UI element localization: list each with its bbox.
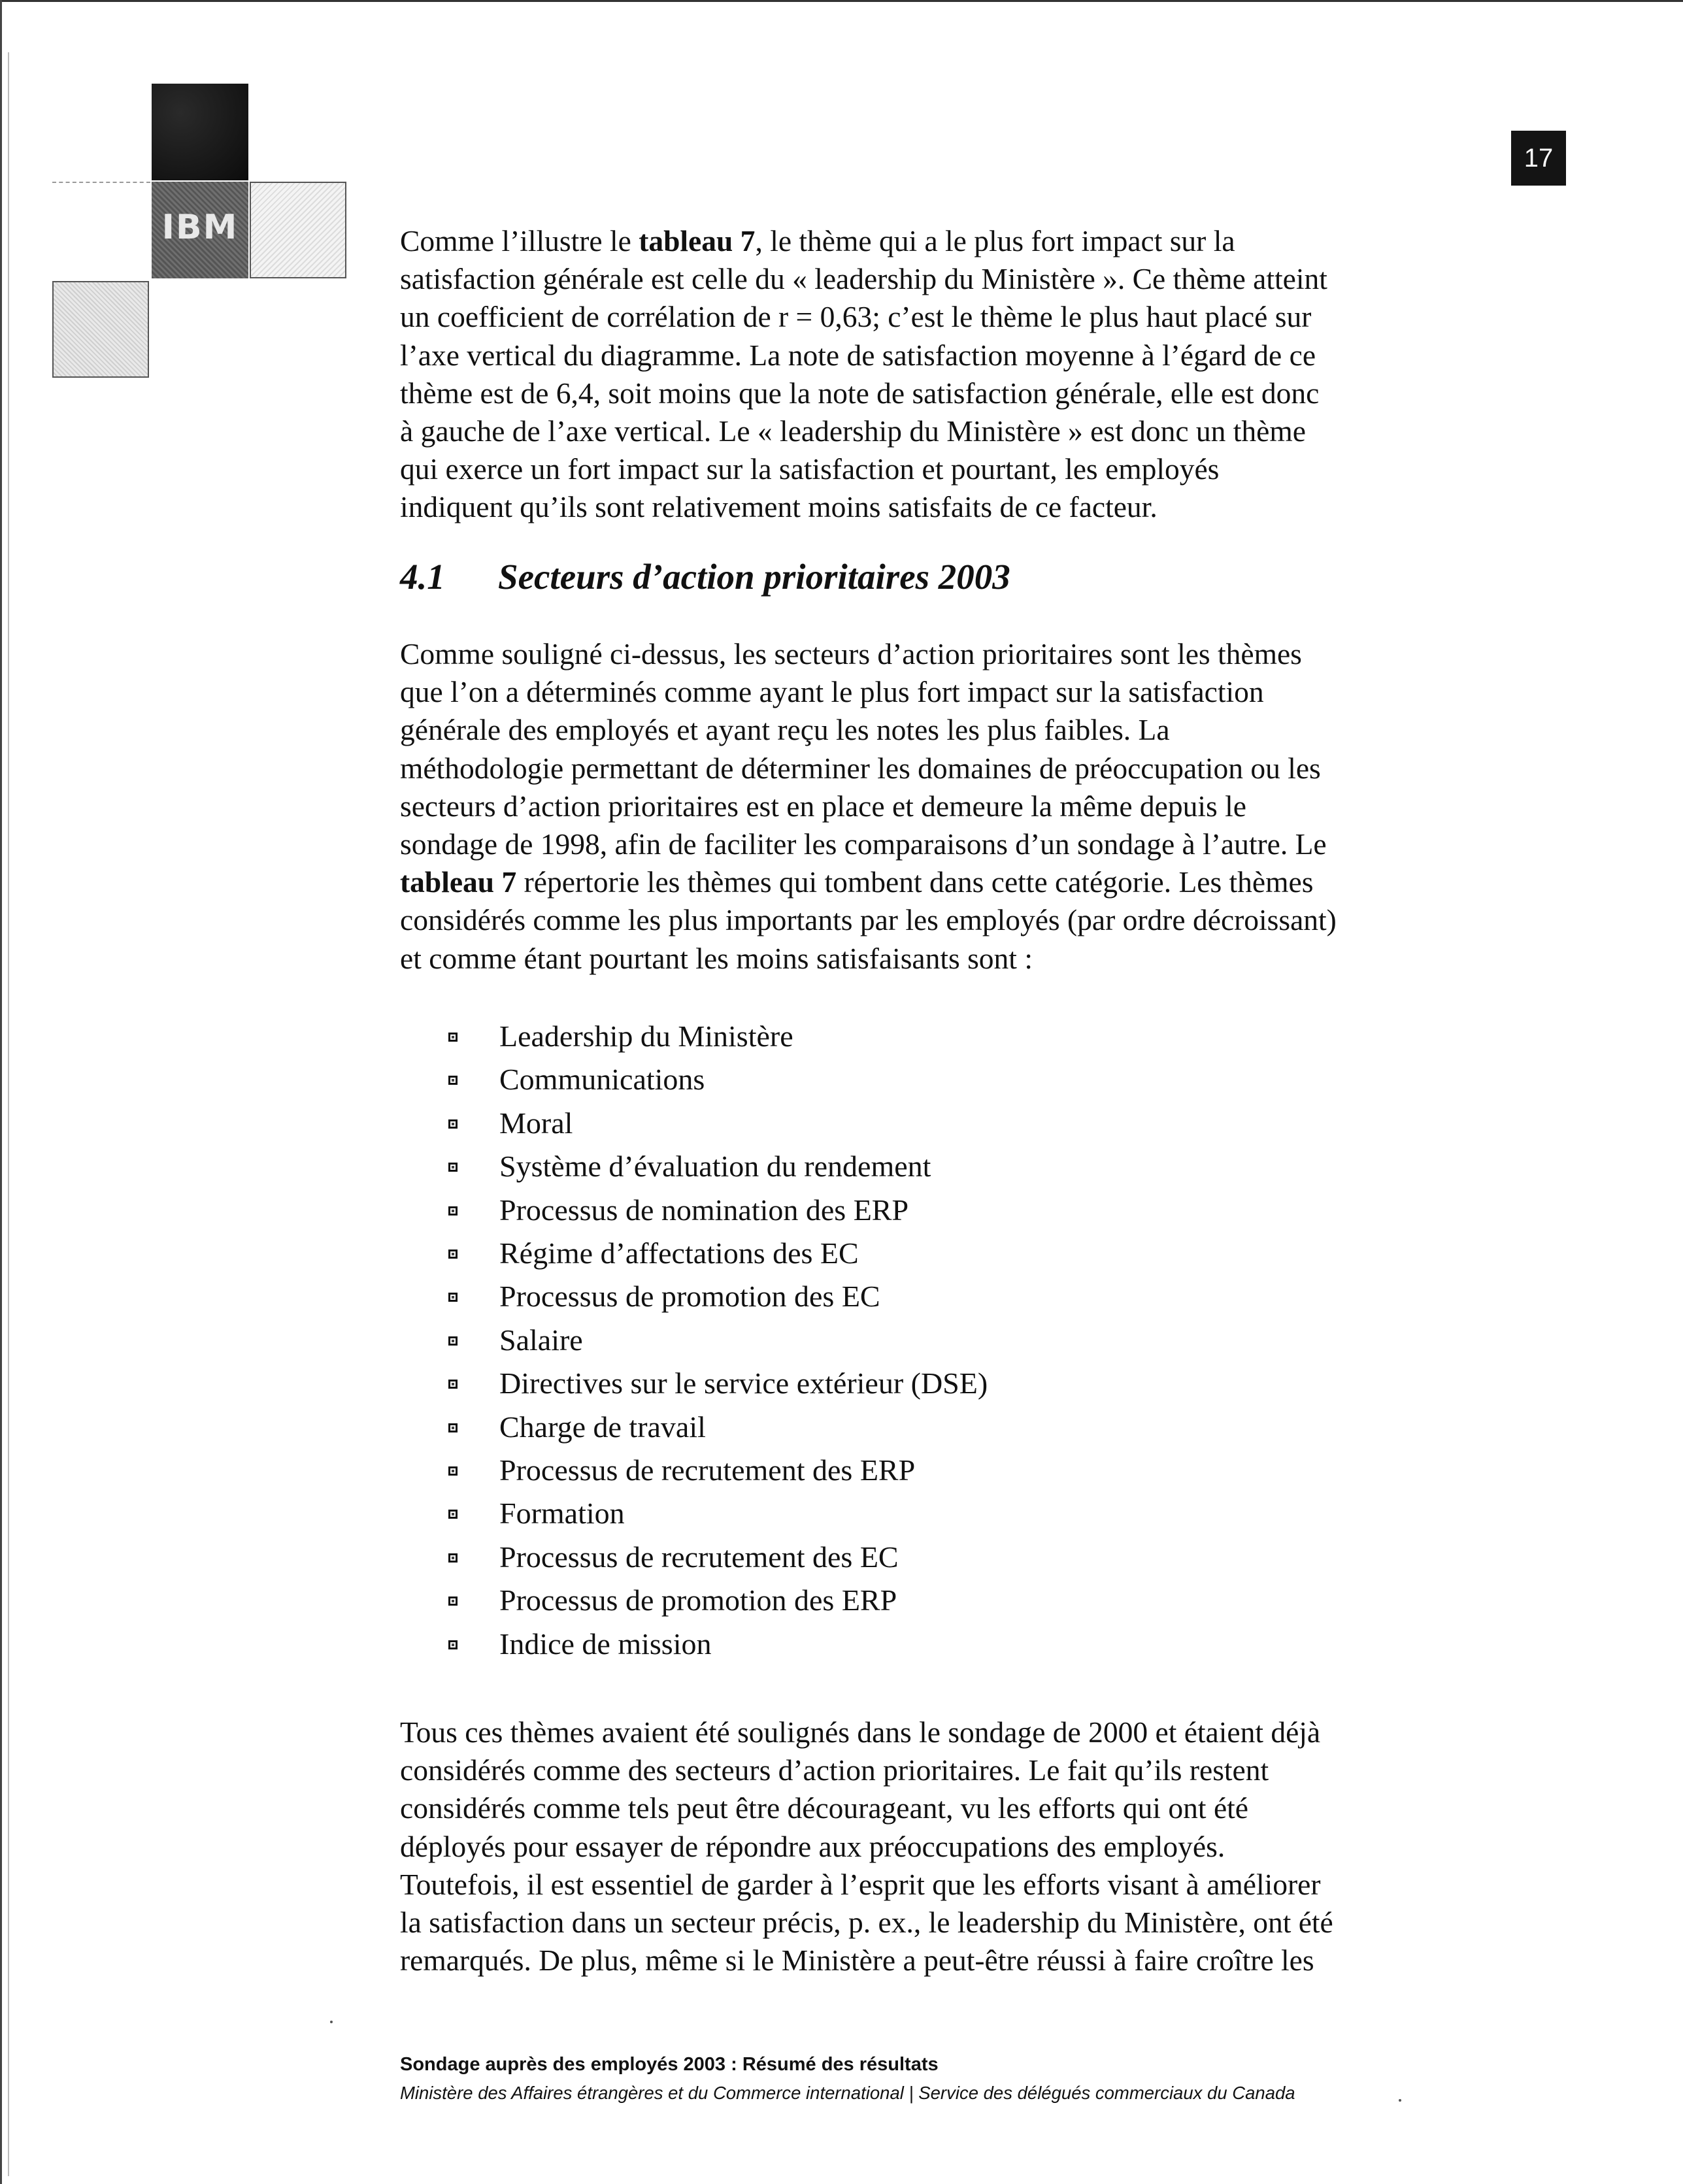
paragraph-tableau-7: [400, 222, 1446, 527]
list-item-label: Processus de recrutement des EC: [499, 1540, 899, 1574]
square-bullet-icon: [448, 1640, 458, 1649]
text-line: [400, 1828, 1446, 1866]
square-bullet-icon: [448, 1380, 458, 1389]
page-number: 17: [1511, 131, 1566, 186]
text-line: [400, 635, 1446, 673]
text-line: [400, 1942, 1446, 1979]
list-item-label: Leadership du Ministère: [499, 1019, 793, 1053]
square-bullet-icon: [448, 1423, 458, 1432]
text-line: [400, 1713, 1446, 1751]
list-item-label: Processus de recrutement des ERP: [499, 1453, 916, 1487]
text-line: [400, 374, 1446, 412]
square-bullet-icon: [448, 1206, 458, 1216]
text-segment: thème est de 6,4, soit moins que la note de satisfaction générale, elle est donc: [400, 376, 1320, 410]
list-item-label: Salaire: [499, 1323, 583, 1357]
text-segment: méthodologie permettant de déterminer les domaines de préoccupation ou les: [400, 751, 1321, 785]
text-segment: Comme souligné ci-dessus, les secteurs d’action prioritaires sont les thèmes: [400, 637, 1302, 670]
text-line: [400, 488, 1446, 526]
text-line: [400, 825, 1446, 863]
text-segment: sondage de 1998, afin de faciliter les comparaisons d’un sondage à l’autre. Le: [400, 827, 1327, 861]
text-line: [400, 412, 1446, 450]
text-segment: considérés comme tels peut être décourageant, vu les efforts qui ont été: [400, 1791, 1248, 1825]
list-item-label: Régime d’affectations des EC: [499, 1236, 859, 1270]
text-segment: considérés comme les plus importants par les employés (par ordre décroissant): [400, 903, 1337, 937]
text-segment: Comme l’illustre le: [400, 224, 639, 257]
text-line: [400, 863, 1446, 901]
list-item-label: Indice de mission: [499, 1627, 712, 1661]
list-item-label: Charge de travail: [499, 1410, 706, 1444]
scan-edge-left: [0, 0, 2, 2184]
square-bullet-icon: [448, 1293, 458, 1302]
text-line: [400, 787, 1446, 825]
list-item-label: Communications: [499, 1063, 705, 1097]
footer-title: Sondage auprès des employés 2003 : Résumé des résultats: [400, 2054, 939, 2075]
paragraph-conclusion: [400, 1713, 1446, 1979]
list-item-label: Processus de promotion des ERP: [499, 1583, 897, 1617]
list-item-label: Processus de promotion des EC: [499, 1280, 880, 1314]
text-segment: indiquent qu’ils sont relativement moins satisfaits de ce facteur.: [400, 490, 1158, 524]
square-bullet-icon: [448, 1163, 458, 1172]
text-line: [400, 298, 1446, 336]
scan-edge-top: [0, 0, 1683, 2]
text-line: [400, 1866, 1446, 1904]
text-segment: , le thème qui a le plus fort impact sur la: [755, 224, 1235, 257]
square-bullet-icon: [448, 1510, 458, 1519]
text-line: [400, 222, 1446, 260]
text-line: [400, 260, 1446, 298]
logo-square-light: [250, 182, 346, 278]
text-line: [400, 940, 1446, 978]
text-segment: Tous ces thèmes avaient été soulignés dans le sondage de 2000 et étaient déjà: [400, 1715, 1321, 1749]
text-line: [400, 1751, 1446, 1789]
bold-reference: tableau 7: [400, 865, 517, 899]
square-bullet-icon: [448, 1553, 458, 1563]
section-heading: [400, 554, 1010, 600]
text-segment: secteurs d’action prioritaires est en place et demeure la même depuis le: [400, 789, 1246, 823]
paragraph-methodology: [400, 635, 1446, 978]
square-bullet-icon: [448, 1336, 458, 1346]
text-segment: et comme étant pourtant les moins satisfaisants sont :: [400, 941, 1033, 975]
square-bullet-icon: [448, 1119, 458, 1129]
text-segment: l’axe vertical du diagramme. La note de satisfaction moyenne à l’égard de ce: [400, 338, 1316, 372]
text-segment: remarqués. De plus, même si le Ministère a peut-être réussi à faire croître les: [400, 1944, 1314, 1977]
section-number: 4.1: [400, 557, 445, 597]
bold-reference: tableau 7: [639, 224, 756, 257]
text-line: [400, 901, 1446, 939]
text-line: [400, 1789, 1446, 1827]
text-segment: répertorie les thèmes qui tombent dans cette catégorie. Les thèmes: [516, 865, 1314, 899]
text-line: [400, 711, 1446, 749]
text-segment: générale des employés et ayant reçu les notes les plus faibles. La: [400, 713, 1170, 747]
logo-square-textured: [52, 281, 149, 378]
list-item-label: Processus de nomination des ERP: [499, 1193, 909, 1227]
list-item-label: Formation: [499, 1497, 625, 1530]
square-bullet-icon: [448, 1076, 458, 1085]
logo-square-dark: [152, 84, 248, 180]
list-item-label: Système d’évaluation du rendement: [499, 1150, 931, 1183]
scan-speck: [1399, 2099, 1401, 2102]
text-line: [400, 450, 1446, 488]
square-bullet-icon: [448, 1597, 458, 1606]
text-line: [400, 1904, 1446, 1942]
text-segment: que l’on a déterminés comme ayant le plus fort impact sur la satisfaction: [400, 675, 1264, 709]
square-bullet-icon: [448, 1033, 458, 1042]
ibm-logo-text: IBM: [152, 208, 248, 247]
text-line: [400, 673, 1446, 711]
text-segment: satisfaction générale est celle du « leadership du Ministère ». Ce thème atteint: [400, 262, 1327, 296]
section-title: Secteurs d’action prioritaires 2003: [498, 557, 1010, 597]
square-bullet-icon: [448, 1249, 458, 1259]
text-segment: un coefficient de corrélation de r = 0,63; c’est le thème le plus haut placé sur: [400, 300, 1312, 334]
scan-speck: [330, 2021, 333, 2023]
footer-subtitle: Ministère des Affaires étrangères et du Commerce international | Service des délégués commerciaux du Canada: [400, 2083, 1295, 2103]
scan-edge-line: [8, 52, 9, 2176]
text-segment: Toutefois, il est essentiel de garder à l’esprit que les efforts visant à améliorer: [400, 1867, 1321, 1901]
text-segment: à gauche de l’axe vertical. Le « leadership du Ministère » est donc un thème: [400, 414, 1306, 448]
square-bullet-icon: [448, 1466, 458, 1476]
logo-square-outline: [52, 182, 150, 278]
text-line: [400, 750, 1446, 787]
list-item-label: Directives sur le service extérieur (DSE): [499, 1366, 988, 1400]
text-segment: déployés pour essayer de répondre aux préoccupations des employés.: [400, 1829, 1225, 1863]
text-segment: considérés comme des secteurs d’action prioritaires. Le fait qu’ils restent: [400, 1753, 1269, 1787]
text-line: [400, 337, 1446, 374]
text-segment: la satisfaction dans un secteur précis, p. ex., le leadership du Ministère, ont été: [400, 1906, 1333, 1940]
list-item-label: Moral: [499, 1106, 573, 1140]
text-segment: qui exerce un fort impact sur la satisfaction et pourtant, les employés: [400, 452, 1220, 486]
